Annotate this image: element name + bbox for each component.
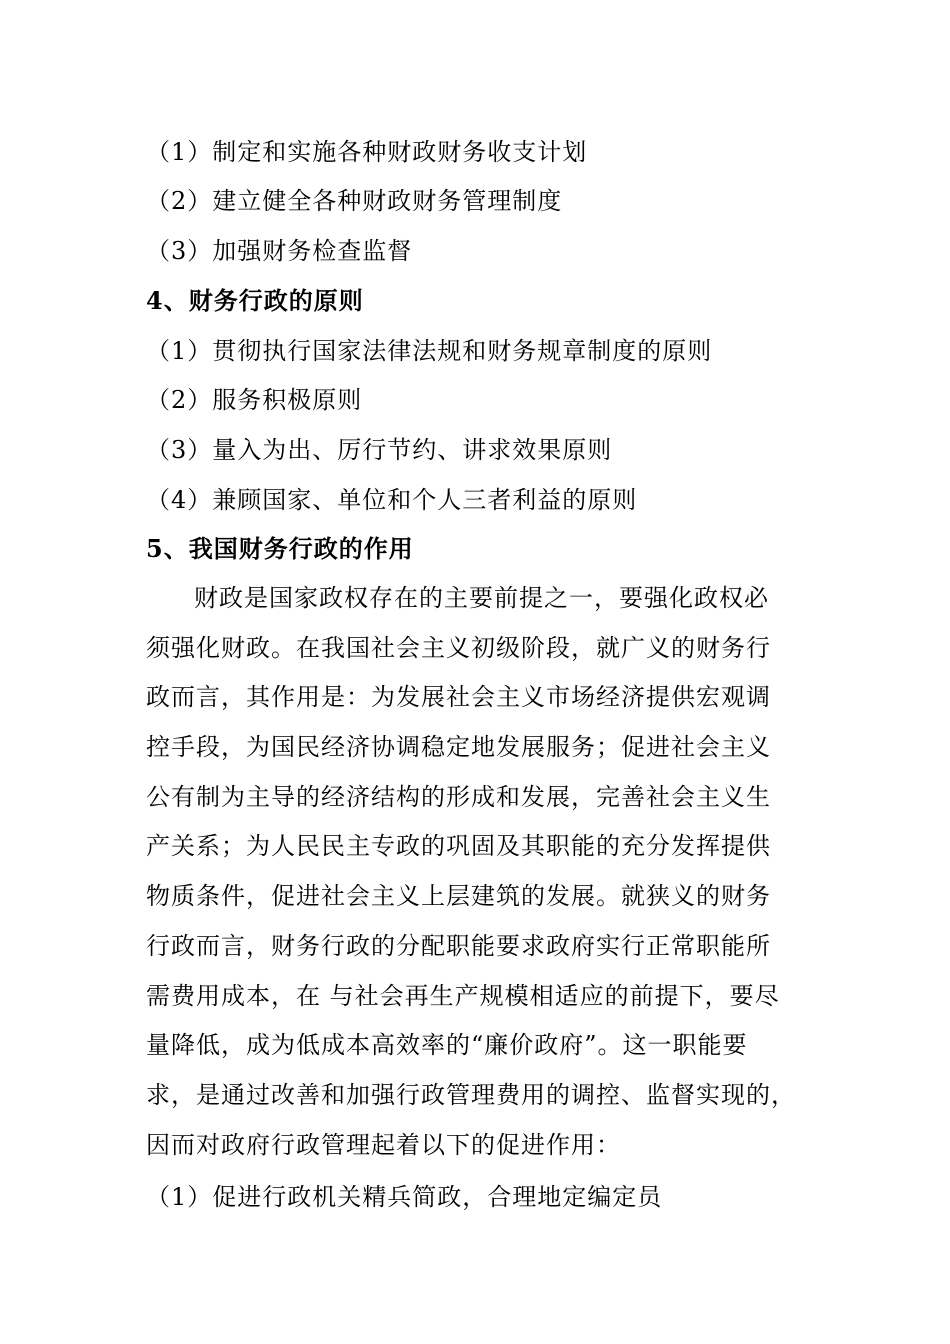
- paragraph-line: 公有制为主导的经济结构的形成和发展，完善社会主义生: [146, 782, 771, 811]
- list-item: （3）加强财务检查监督: [146, 237, 413, 265]
- paragraph-line: 行政而言，财务行政的分配职能要求政府实行正常职能所: [146, 931, 771, 960]
- paragraph-line: 财政是国家政权存在的主要前提之一，要强化政权必: [194, 584, 769, 612]
- paragraph-line: 物质条件，促进社会主义上层建筑的发展。就狭义的财务: [146, 882, 771, 911]
- paragraph-line: 因而对政府行政管理起着以下的促进作用：: [146, 1130, 621, 1159]
- section-heading: 4、财务行政的原则: [146, 286, 364, 315]
- list-item: （4）兼顾国家、单位和个人三者利益的原则: [146, 486, 638, 514]
- list-item: （1）制定和实施各种财政财务收支计划: [146, 138, 588, 166]
- list-item: （1）促进行政机关精兵简政，合理地定编定员: [146, 1183, 663, 1211]
- list-item: （1）贯彻执行国家法律法规和财务规章制度的原则: [146, 337, 713, 365]
- paragraph-line: 需费用成本，在 与社会再生产规模相适应的前提下，要尽: [146, 981, 780, 1010]
- paragraph-line: 控手段，为国民经济协调稳定地发展服务；促进社会主义: [146, 733, 771, 762]
- paragraph-line: 产关系；为人民民主专政的巩固及其职能的充分发挥提供: [146, 832, 771, 861]
- list-item: （2）服务积极原则: [146, 386, 363, 414]
- paragraph-line: 须强化财政。在我国社会主义初级阶段，就广义的财务行: [146, 633, 771, 662]
- paragraph-line: 量降低，成为低成本高效率的“廉价政府”。这一职能要: [146, 1031, 748, 1060]
- paragraph-line: 求，是通过改善和加强行政管理费用的调控、监督实现的，: [146, 1080, 796, 1109]
- list-item: （2）建立健全各种财政财务管理制度: [146, 187, 563, 215]
- paragraph-line: 政而言，其作用是：为发展社会主义市场经济提供宏观调: [146, 683, 771, 712]
- section-heading: 5、我国财务行政的作用: [146, 534, 414, 563]
- list-item: （3）量入为出、厉行节约、讲求效果原则: [146, 436, 613, 464]
- body-paragraph: [146, 583, 796, 1179]
